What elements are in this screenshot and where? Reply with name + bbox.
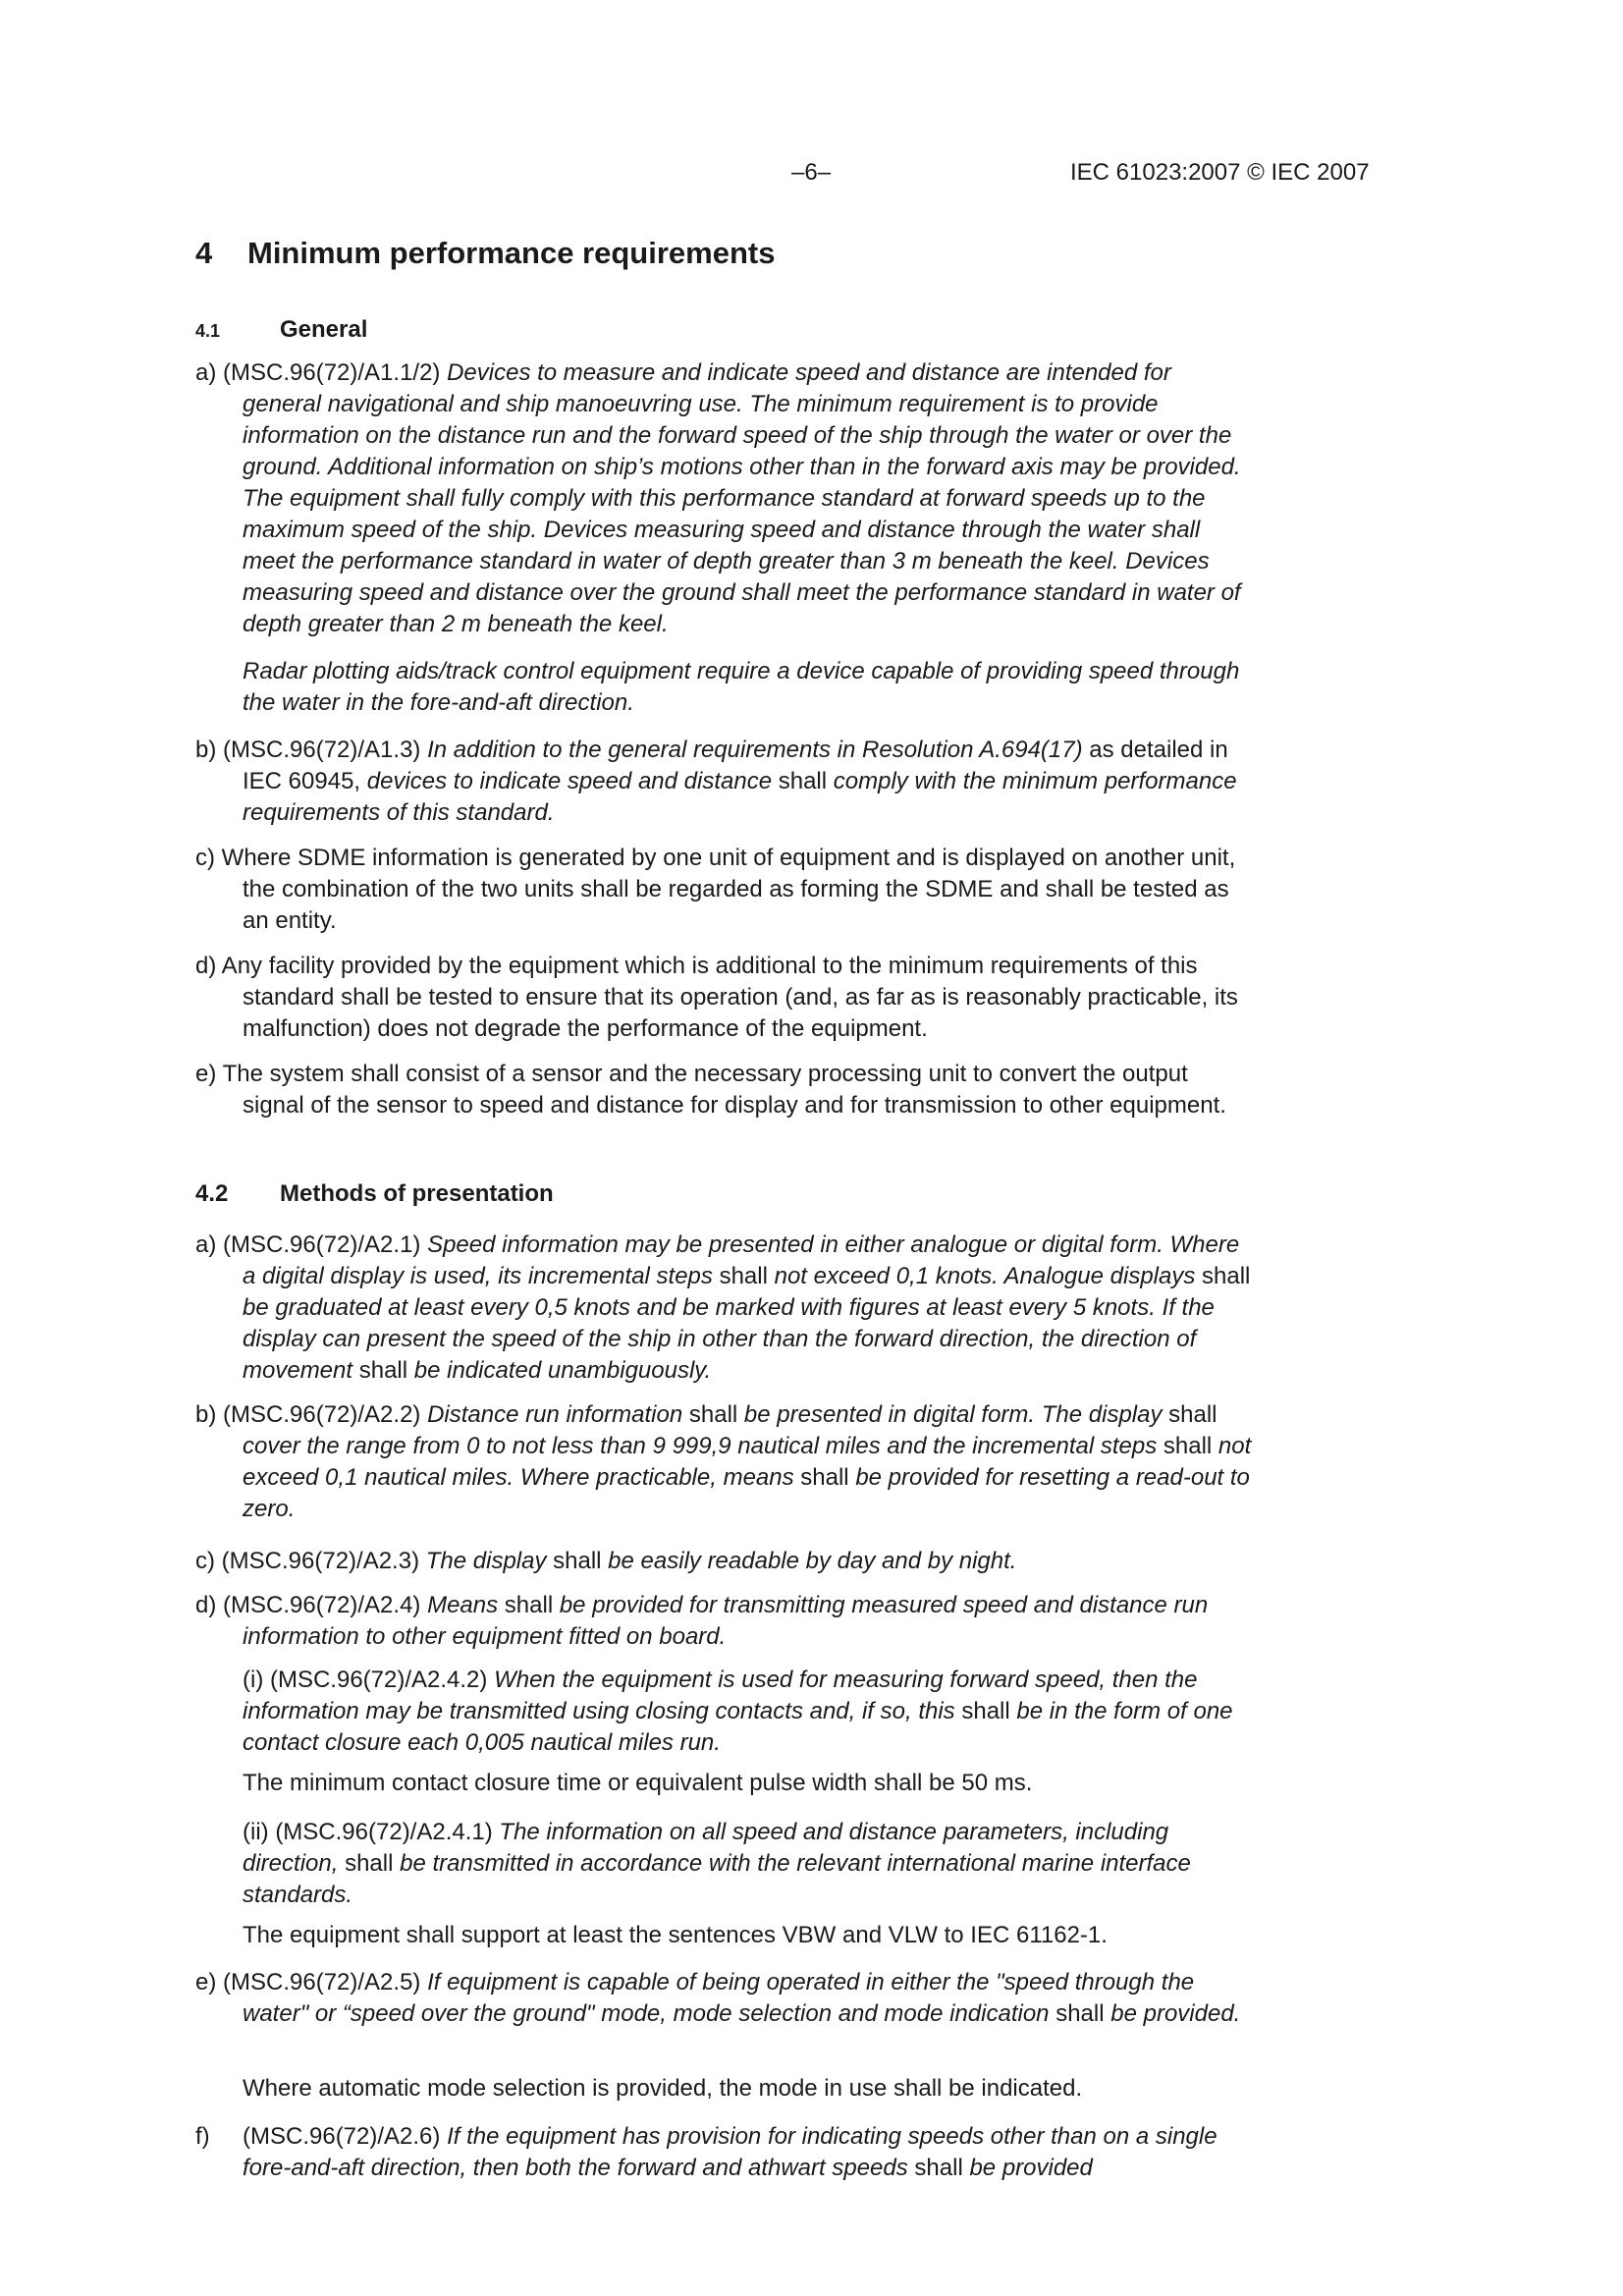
clause-text: The information on all speed and distance parameters, including direction, [243,1819,1169,1877]
clause-ref: c) (MSC.96(72)/A2.3) [195,1548,420,1574]
clause-text: not exceed 0,1 nautical miles. Where practicable, means [243,1433,1252,1491]
para-4-2-a [195,1230,1256,1387]
clause-text: The display [425,1548,547,1574]
section-number: 4 [195,236,213,270]
clause-text: shall [504,1592,554,1618]
clause-text: be transmitted in accordance with the relevant international marine interface standards. [243,1850,1191,1908]
clause-text: as detailed in IEC 60945, [243,737,1228,794]
para-4-2-e [195,1967,1256,2030]
clause-text: Speed information may be presented in either analogue or digital form. Where a digital display is used, its incremental steps [243,1231,1240,1289]
subsection-title: General [280,316,368,343]
clause-text: comply with the minimum performance requirements of this standard. [243,768,1237,826]
clause-text: If equipment is capable of being operated in either the "speed through the water" or “speed over the ground" mode, mode selection and mode indication [243,1969,1195,2027]
clause-ref: e) (MSC.96(72)/A2.5) [195,1969,421,1995]
clause-text: Means [427,1592,499,1618]
clause-text: shall [778,768,828,794]
clause-text: shall [1163,1433,1213,1459]
clause-text: shall [1202,1263,1251,1289]
clause-ref: (i) (MSC.96(72)/A2.4.2) [243,1667,488,1693]
clause-text: shall [553,1548,602,1574]
clause-text: devices to indicate speed and distance [366,768,773,794]
subsection-4-1-heading [195,316,367,344]
clause-text: Devices to measure and indicate speed and distance are intended for general navigational and ship manoeuvring use. The minimum requirement is to provide information on the distance run and the forward speed of the ship through the water or over the ground. Additional information on ship’s motions other than in the forward axis may be provided. The equipment shall fully comply with this performance standard at forward speeds up to the maximum speed of the ship. Devices measuring speed and distance through the water shall meet the performance standard in water of depth greater than 3 m beneath the keel. Devices measuring speed and distance over the ground shall meet the performance standard in water of depth greater than 2 m beneath the keel. [243,359,1241,637]
clause-ref: b) (MSC.96(72)/A2.2) [195,1401,421,1428]
clause-text: shall [719,1263,768,1289]
para-4-1-a-note [243,656,1254,719]
para-4-2-f [195,2121,1256,2184]
clause-text: be provided [969,2155,1093,2181]
clause-note: The minimum contact closure time or equivalent pulse width shall be 50 ms. [243,1770,1033,1796]
clause-ref: (MSC.96(72)/A2.6) [243,2123,441,2150]
para-4-1-e [195,1059,1256,1121]
clause-text: be provided. [1110,2000,1241,2027]
clause-text: be presented in digital form. The display [743,1401,1163,1428]
clause-text: When the equipment is used for measuring forward speed, then the information may be transmitted using closing contacts and, if so, this [243,1667,1198,1724]
clause-note: Radar plotting aids/track control equipment require a device capable of providing speed through the water in the fore-and-aft direction. [243,658,1240,716]
clause-text: be easily readable by day and by night. [608,1548,1017,1574]
subsection-number: 4.2 [195,1180,229,1207]
clause-text: be in the form of one contact closure each 0,005 nautical miles run. [243,1698,1233,1756]
subsection-number: 4.1 [195,321,221,341]
section-title: Minimum performance requirements [247,236,776,270]
clause-note: Where automatic mode selection is provided, the mode in use shall be indicated. [243,2075,1083,2102]
para-4-2-d [195,1590,1256,1653]
para-4-1-a [195,357,1256,640]
clause-ref: (ii) (MSC.96(72)/A2.4.1) [243,1819,493,1845]
clause-text: shall [358,1357,408,1384]
para-4-2-d-ii [243,1817,1254,1911]
para-4-2-d-ii-note [243,1920,1254,1951]
clause-text: In addition to the general requirements in Resolution A.694(17) [427,737,1083,763]
page-number: –6– [791,159,832,186]
clause-text: shall [914,2155,963,2181]
clause-text: shall [345,1850,394,1877]
para-4-2-c [195,1546,1256,1577]
para-4-1-b [195,735,1256,829]
clause-text: be provided for transmitting measured speed and distance run information to other equipment fitted on board. [243,1592,1209,1650]
para-4-2-e-note [243,2073,1254,2105]
clause-text: shall [800,1464,849,1491]
subsection-title: Methods of presentation [280,1180,554,1207]
para-4-2-d-i-note [243,1768,1254,1799]
para-4-1-c [195,843,1256,937]
clause-text: be indicated unambiguously. [413,1357,712,1384]
clause-text: c) Where SDME information is generated by one unit of equipment and is displayed on another unit, the combination of the two units shall be regarded as forming the SDME and shall be tested as an entity. [195,845,1236,934]
clause-text: cover the range from 0 to not less than 9 999,9 nautical miles and the incremental steps [243,1433,1158,1459]
clause-text: be provided for resetting a read-out to zero. [243,1464,1250,1522]
subsection-4-2-heading [195,1180,554,1208]
clause-text: shall [1168,1401,1217,1428]
para-4-1-d [195,951,1256,1045]
clause-text: Distance run information [427,1401,683,1428]
clause-text: shall [1055,2000,1105,2027]
para-4-2-b [195,1399,1256,1525]
clause-ref: a) (MSC.96(72)/A1.1/2) [195,359,441,386]
clause-text: not exceed 0,1 knots. Analogue displays [774,1263,1196,1289]
clause-ref: b) (MSC.96(72)/A1.3) [195,737,421,763]
clause-ref: a) (MSC.96(72)/A2.1) [195,1231,421,1258]
clause-text: shall [961,1698,1010,1724]
clause-text: shall [688,1401,738,1428]
clause-note: The equipment shall support at least the sentences VBW and VLW to IEC 61162-1. [243,1922,1108,1948]
clause-text: be graduated at least every 0,5 knots and be marked with figures at least every 5 knots. If the display can present the speed of the ship in other than the forward direction, the direction of movement [243,1294,1215,1384]
clause-text: e) The system shall consist of a sensor and the necessary processing unit to convert the output signal of the sensor to speed and distance for display and for transmission to other equipment. [195,1061,1226,1119]
para-4-2-d-i [243,1665,1254,1759]
document-id: IEC 61023:2007 © IEC 2007 [1070,159,1370,186]
section-4-heading [195,236,775,271]
clause-ref: d) (MSC.96(72)/A2.4) [195,1592,421,1618]
clause-text: If the equipment has provision for indicating speeds other than on a single fore-and-aft direction, then both the forward and athwart speeds [243,2123,1217,2181]
clause-label: f) [195,2123,210,2150]
clause-text: d) Any facility provided by the equipment which is additional to the minimum requirements of this standard shall be tested to ensure that its operation (and, as far as is reasonably practicable, its malfunction) does not degrade the performance of the equipment. [195,953,1238,1042]
